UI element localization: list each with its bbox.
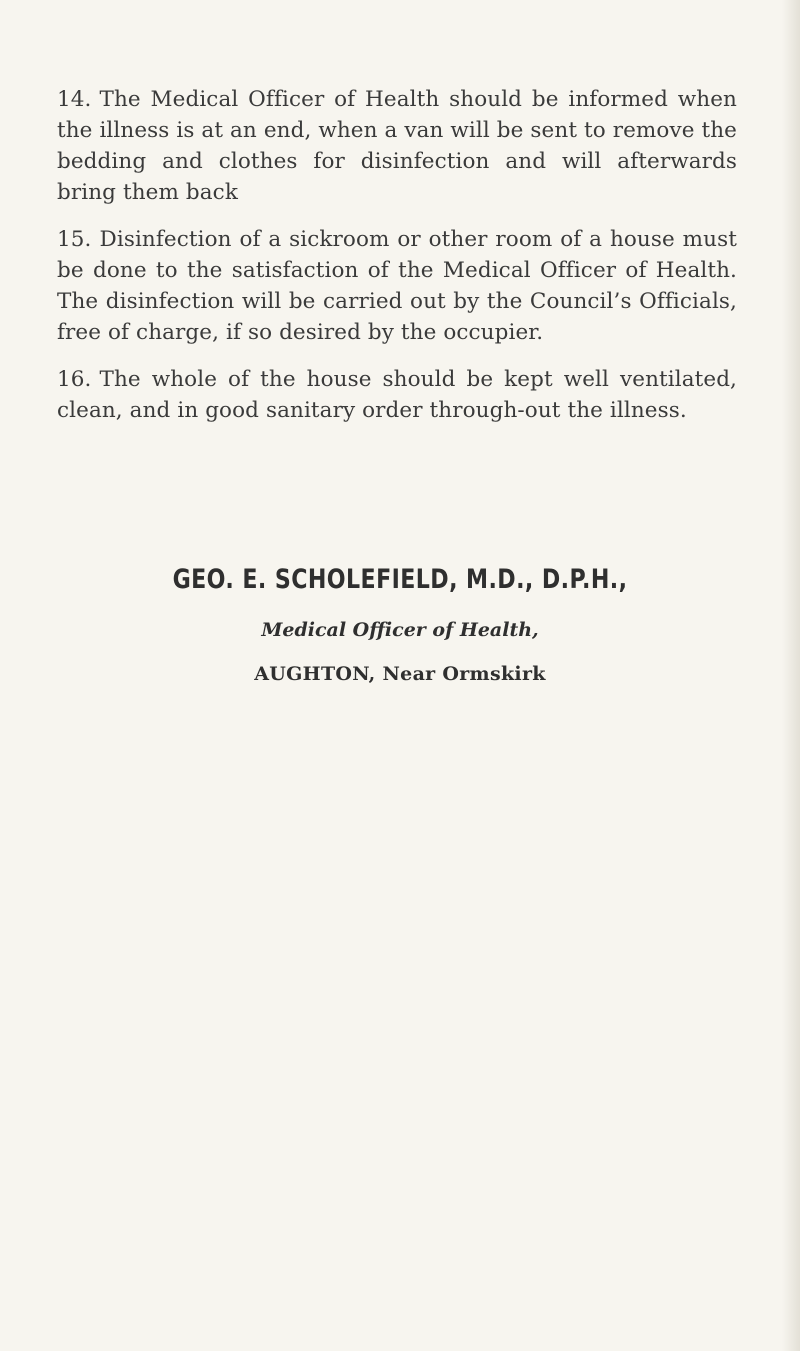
signatory-name: GEO. E. SCHOLEFIELD, M.D., D.P.H., [172,564,628,595]
paragraph-number: 14. [57,87,92,112]
signatory-title: Medical Officer of Health, [261,619,539,641]
paragraph-text: The Medical Officer of Health should be informed when the illness is at an end, when a van will be sent to remove the bedding and clothes for disinfection and will afterwards bring them back [57,87,737,205]
document-body [57,84,737,442]
paragraph-14 [57,84,737,208]
paragraph-text: Disinfection of a sickroom or other room of a house must be done to the satisfaction of the Medical Officer of Health. The disinfection will be carried out by the Council’s Officials, free of charge, if so desired by the occupier. [57,227,737,345]
paragraph-16 [57,364,737,426]
paragraph-15 [57,224,737,348]
paragraph-text: The whole of the house should be kept well ventilated, clean, and in good sanitary order through-out the illness. [57,367,737,423]
paragraph-number: 15. [57,227,92,252]
signatory-place: AUGHTON, Near Ormskirk [254,663,546,685]
paragraph-number: 16. [57,367,92,392]
